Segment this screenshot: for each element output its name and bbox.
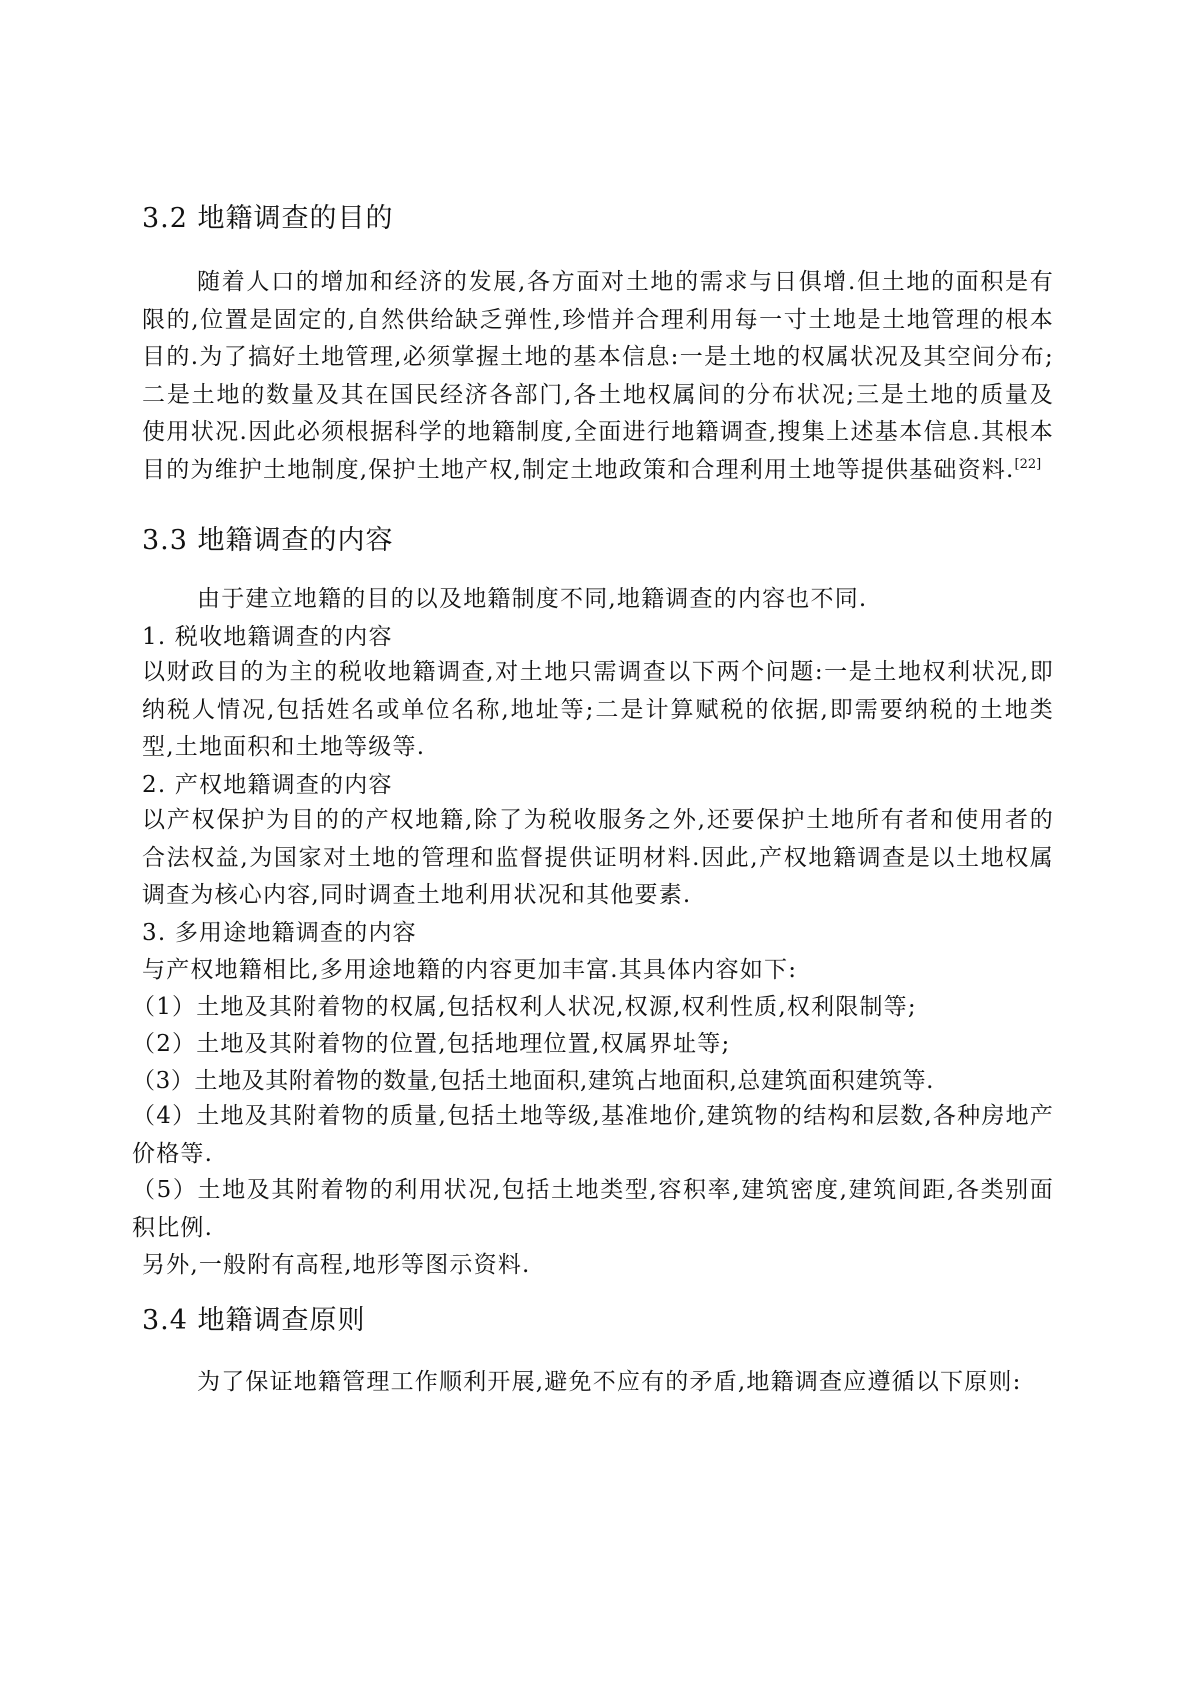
section-3-4-paragraph: 为了保证地籍管理工作顺利开展,避免不应有的矛盾,地籍调查应遵循以下原则: [197, 1369, 1022, 1395]
list-item-4: （4）土地及其附着物的质量,包括土地等级,基准地价,建筑物的结构和层数,各种房地产价格等. [132, 1103, 1054, 1167]
item-3-text: 与产权地籍相比,多用途地籍的内容更加丰富.其具体内容如下: [142, 957, 798, 983]
section-3-3-note: 另外,一般附有高程,地形等图示资料. [142, 1252, 531, 1278]
section-heading-3-3: 3.3 地籍调查的内容 [142, 525, 394, 556]
item-1-text: 以财政目的为主的税收地籍调查,对土地只需调查以下两个问题:一是土地权利状况,即纳税人情况,包括姓名或单位名称,地址等;二是计算赋税的依据,即需要纳税的土地类型,土地面积和土地等级等. [142, 659, 1054, 761]
item-3-title: 3. 多用途地籍调查的内容 [142, 920, 417, 946]
list-item-1: （1）土地及其附着物的权属,包括权利人状况,权源,权利性质,权利限制等; [132, 994, 917, 1020]
list-item-2: （2）土地及其附着物的位置,包括地理位置,权属界址等; [132, 1031, 731, 1057]
section-3-3-intro: 由于建立地籍的目的以及地籍制度不同,地籍调查的内容也不同. [197, 586, 868, 612]
item-2-title: 2. 产权地籍调查的内容 [142, 772, 393, 798]
section-heading-3-4: 3.4 地籍调查原则 [142, 1305, 366, 1336]
section-heading-3-2: 3.2 地籍调查的目的 [142, 203, 394, 234]
section-3-2-paragraph [142, 264, 1054, 490]
item-1-title: 1. 税收地籍调查的内容 [142, 624, 393, 650]
list-item-5: （5）土地及其附着物的利用状况,包括土地类型,容积率,建筑密度,建筑间距,各类别面积比例. [132, 1177, 1054, 1241]
section-3-2-paragraph-text: 随着人口的增加和经济的发展,各方面对土地的需求与日俱增.但土地的面积是有限的,位置是固定的,自然供给缺乏弹性,珍惜并合理利用每一寸土地是土地管理的根本目的.为了搞好土地管理,必须掌握土地的基本信息:一是土地的权属状况及其空间分布;二是土地的数量及其在国民经济各部门,各土地权属间的分布状况;三是土地的质量及使用状况.因此必须根据科学的地籍制度,全面进行地籍调查,搜集上述基本信息.其根本目的为维护土地制度,保护土地产权,制定土地政策和合理利用土地等提供基础资料. [142, 269, 1054, 483]
citation-marker: [22] [1014, 456, 1042, 472]
item-2-text: 以产权保护为目的的产权地籍,除了为税收服务之外,还要保护土地所有者和使用者的合法权益,为国家对土地的管理和监督提供证明材料.因此,产权地籍调查是以土地权属调查为核心内容,同时调查土地利用状况和其他要素. [142, 807, 1054, 909]
list-item-3: （3）土地及其附着物的数量,包括土地面积,建筑占地面积,总建筑面积建筑等. [132, 1068, 935, 1094]
